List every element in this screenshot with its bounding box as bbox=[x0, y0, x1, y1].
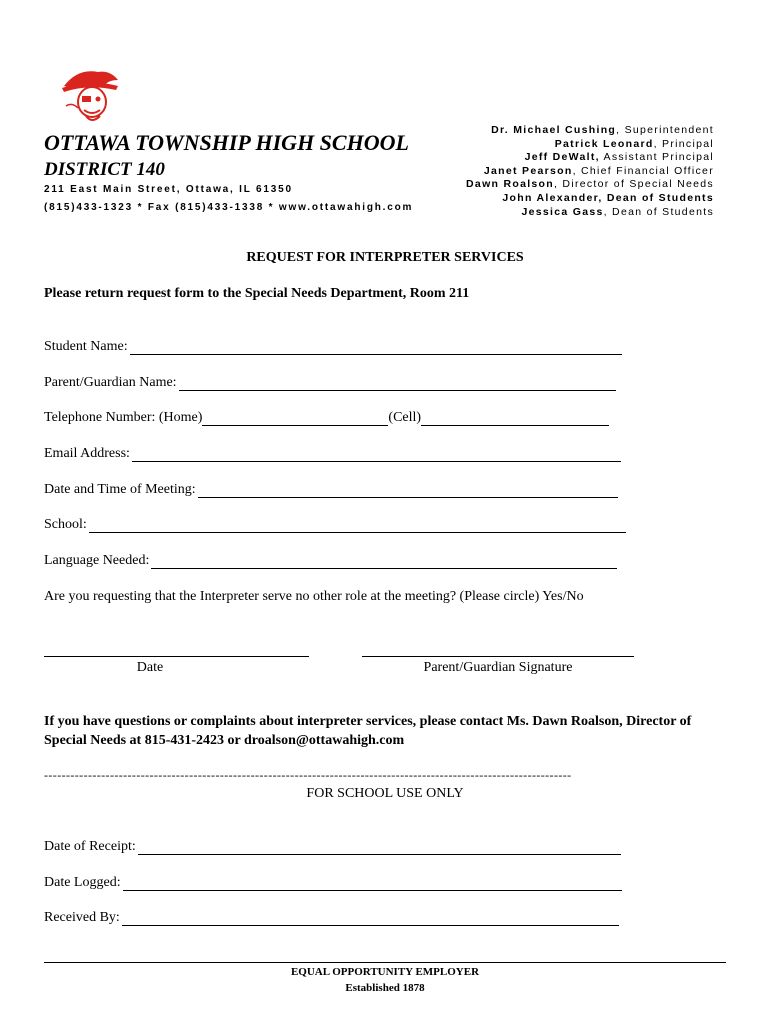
telephone-home-label: Telephone Number: (Home) bbox=[44, 410, 203, 425]
school-field[interactable] bbox=[44, 517, 626, 533]
language-input-line[interactable] bbox=[151, 554, 617, 569]
meeting-input-line[interactable] bbox=[198, 483, 618, 498]
date-logged-field[interactable] bbox=[44, 875, 622, 891]
telephone-field[interactable] bbox=[44, 410, 609, 426]
parent-name-label: Parent/Guardian Name: bbox=[44, 375, 177, 390]
admin-entry: Jessica Gass, Dean of Students bbox=[521, 205, 714, 218]
school-name: OTTAWA TOWNSHIP HIGH SCHOOL bbox=[44, 130, 409, 155]
email-input-line[interactable] bbox=[132, 447, 621, 462]
date-signature-line[interactable] bbox=[44, 656, 309, 657]
language-field[interactable] bbox=[44, 553, 617, 569]
admin-entry: John Alexander, Dean of Students bbox=[502, 191, 714, 204]
received-by-field[interactable] bbox=[44, 910, 619, 926]
student-name-input-line[interactable] bbox=[130, 340, 622, 355]
date-of-receipt-input-line[interactable] bbox=[138, 840, 621, 855]
student-name-label: Student Name: bbox=[44, 339, 128, 354]
date-of-receipt-label: Date of Receipt: bbox=[44, 839, 136, 854]
language-label: Language Needed: bbox=[44, 553, 150, 568]
contact-note: If you have questions or complaints about interpreter services, please contact Ms. Dawn Roalson, Director of Special Needs at 815-431-2423 or droalson@ottawahigh.com bbox=[44, 714, 692, 748]
parent-name-field[interactable] bbox=[44, 375, 616, 391]
school-address: 211 East Main Street, Ottawa, IL 61350 bbox=[44, 184, 293, 195]
school-label: School: bbox=[44, 517, 87, 532]
district-name: DISTRICT 140 bbox=[44, 159, 165, 180]
telephone-cell-label: (Cell) bbox=[388, 410, 422, 425]
email-label: Email Address: bbox=[44, 446, 130, 461]
administration-list bbox=[466, 124, 714, 219]
email-field[interactable] bbox=[44, 446, 621, 462]
footer-employer-text: EQUAL OPPORTUNITY EMPLOYER bbox=[290, 966, 480, 978]
school-use-title: FOR SCHOOL USE ONLY bbox=[306, 786, 464, 801]
telephone-cell-input-line[interactable] bbox=[421, 411, 609, 426]
form-instructions: Please return request form to the Special Needs Department, Room 211 bbox=[44, 286, 470, 301]
admin-entry: Dawn Roalson, Director of Special Needs bbox=[466, 178, 714, 191]
student-name-field[interactable] bbox=[44, 339, 622, 355]
parent-signature-line[interactable] bbox=[362, 656, 634, 657]
admin-entry: Jeff DeWalt, Assistant Principal bbox=[524, 151, 714, 164]
meeting-label: Date and Time of Meeting: bbox=[44, 482, 196, 497]
footer-established-text: Established 1878 bbox=[345, 982, 425, 994]
footer-divider bbox=[44, 962, 726, 963]
date-logged-input-line[interactable] bbox=[123, 876, 622, 891]
parent-name-input-line[interactable] bbox=[179, 376, 616, 391]
date-of-receipt-field[interactable] bbox=[44, 839, 621, 855]
interpreter-role-question: Are you requesting that the Interpreter serve no other role at the meeting? (Please circle) Yes/No bbox=[44, 589, 584, 604]
admin-entry: Patrick Leonard, Principal bbox=[554, 137, 714, 150]
school-input-line[interactable] bbox=[89, 518, 626, 533]
date-signature-label: Date bbox=[136, 660, 164, 675]
telephone-home-input-line[interactable] bbox=[202, 411, 388, 426]
received-by-input-line[interactable] bbox=[122, 911, 619, 926]
admin-entry: Janet Pearson, Chief Financial Officer bbox=[483, 164, 714, 177]
form-title: REQUEST FOR INTERPRETER SERVICES bbox=[246, 250, 524, 265]
separator-line: ------------------------------------------------------------------------------------------------------------------------ bbox=[44, 768, 572, 782]
received-by-label: Received By: bbox=[44, 910, 120, 925]
parent-signature-label: Parent/Guardian Signature bbox=[423, 660, 573, 675]
meeting-field[interactable] bbox=[44, 482, 618, 498]
date-logged-label: Date Logged: bbox=[44, 875, 121, 890]
school-contact-line: (815)433-1323 * Fax (815)433-1338 * www.ottawahigh.com bbox=[44, 202, 414, 213]
admin-entry: Dr. Michael Cushing, Superintendent bbox=[491, 124, 714, 136]
pirate-mascot-logo-icon bbox=[58, 66, 122, 126]
